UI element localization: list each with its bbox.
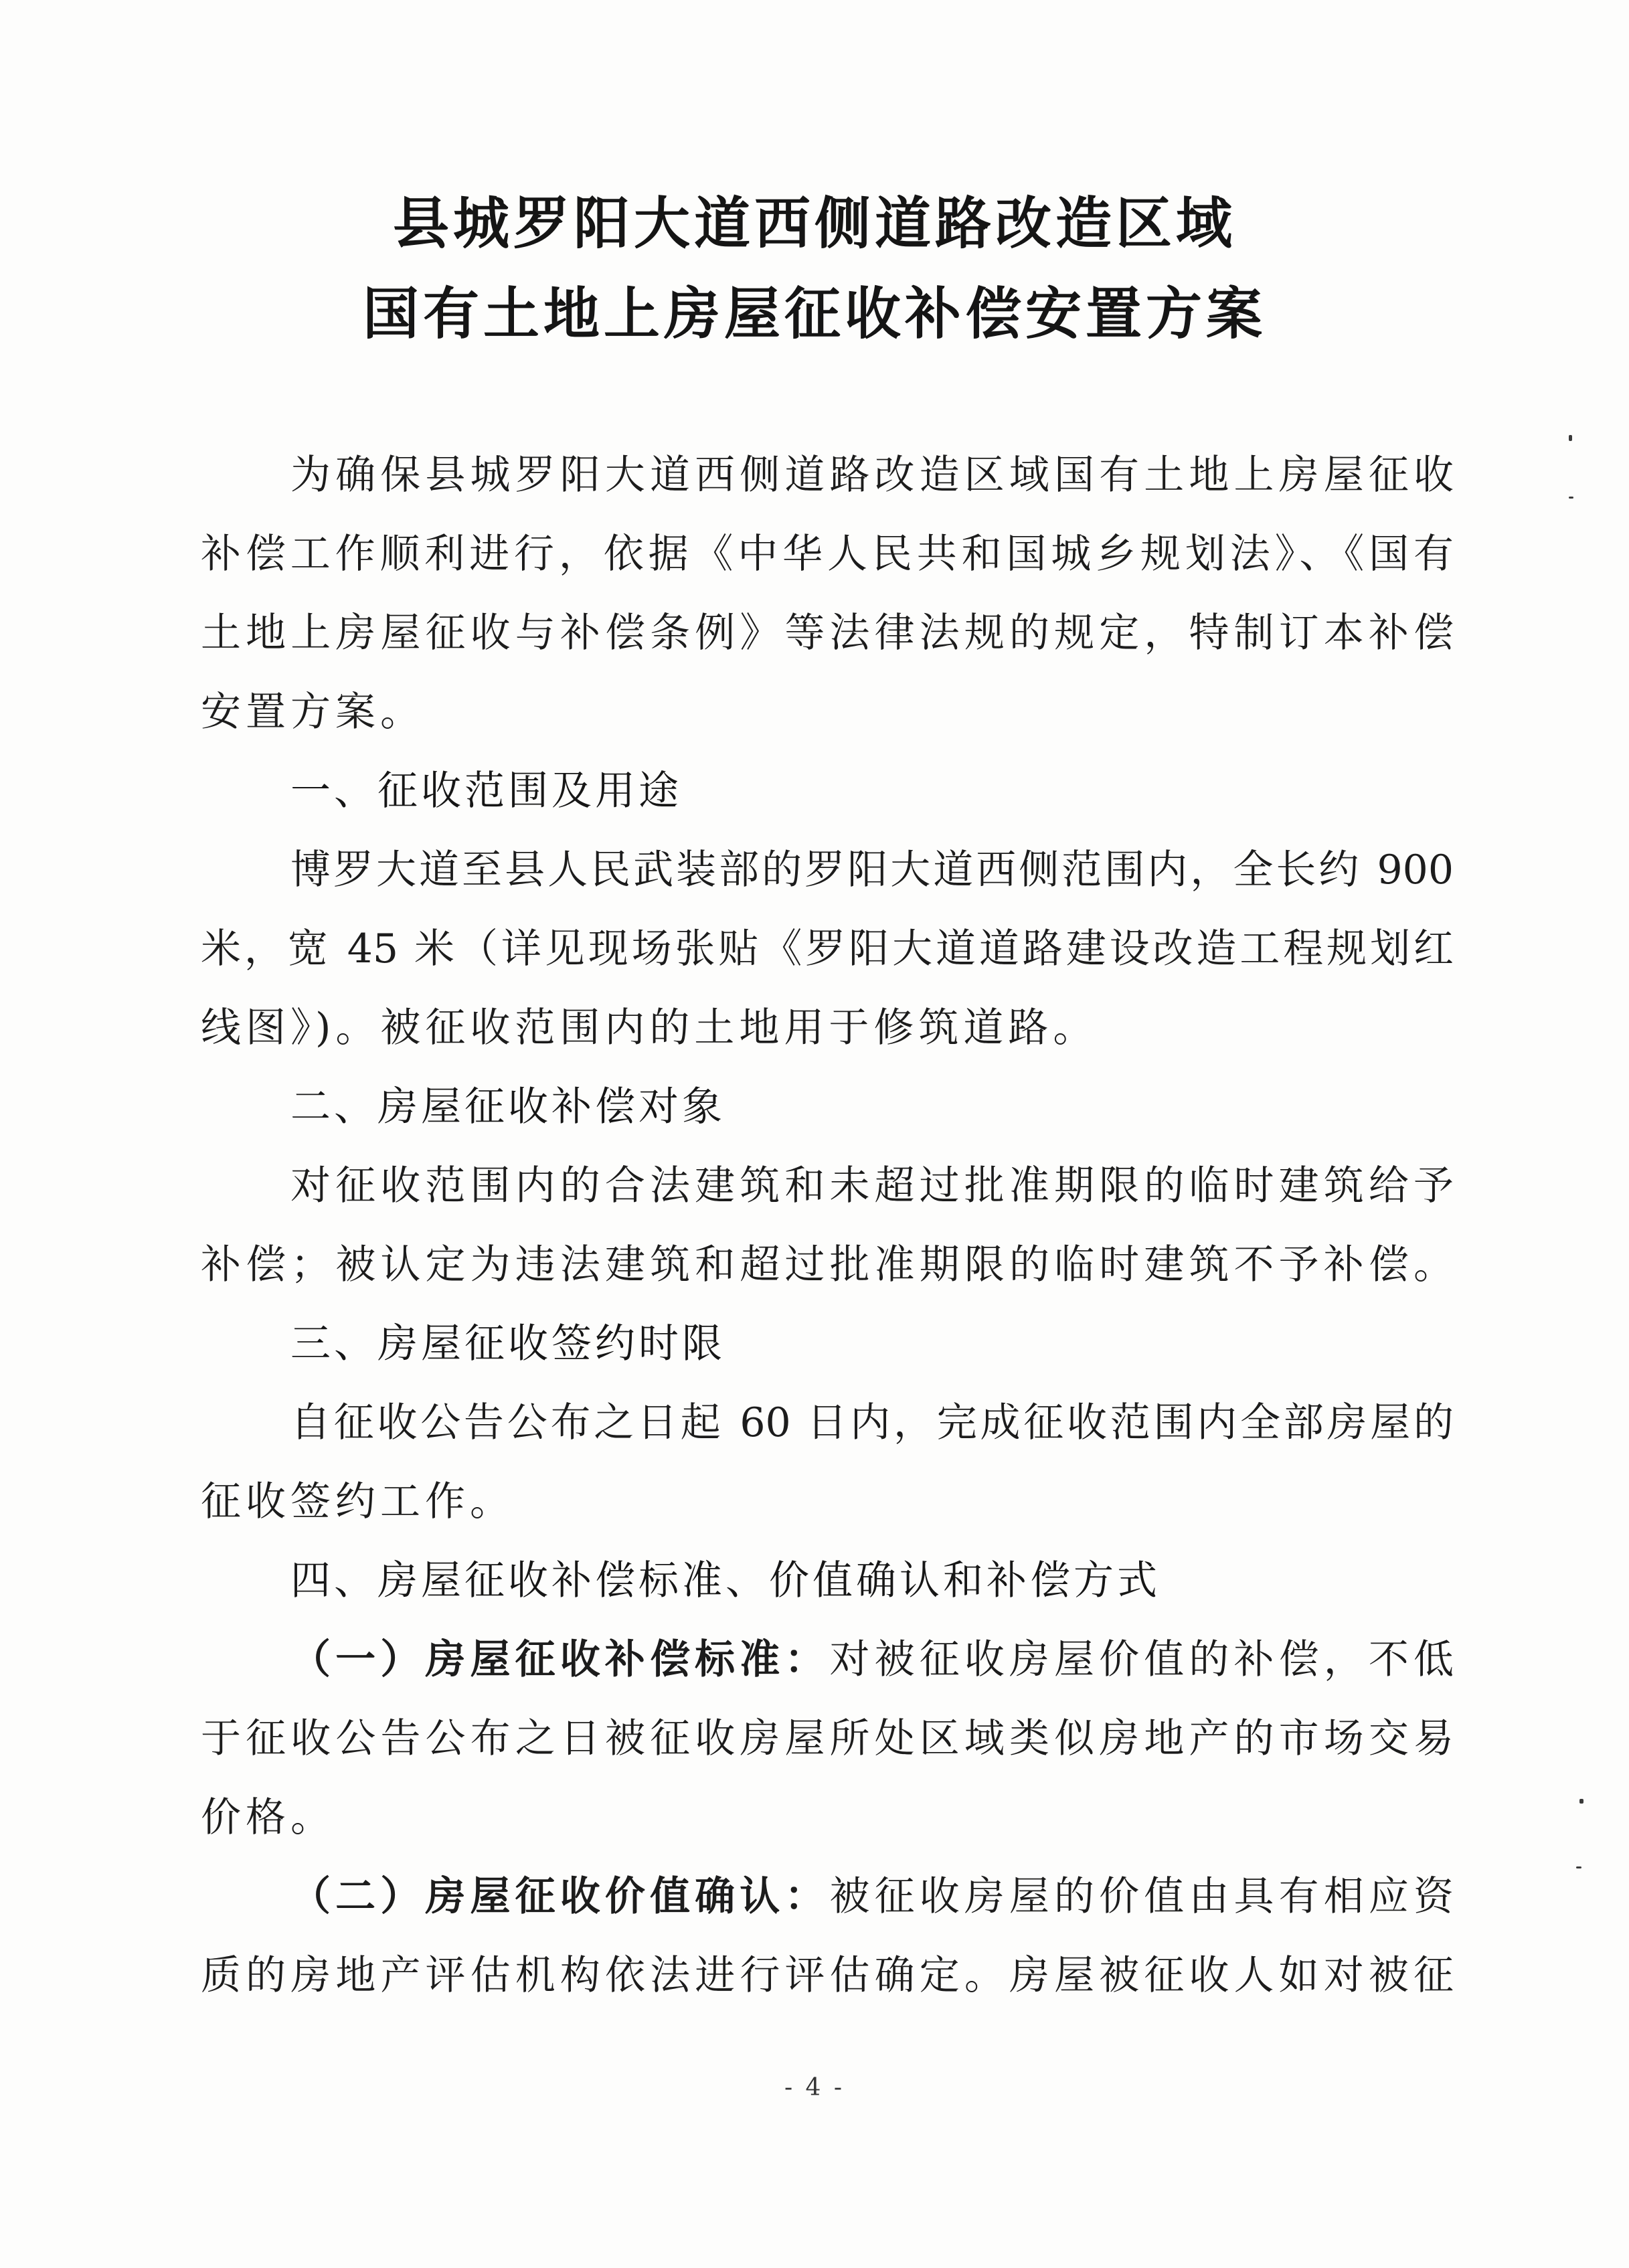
section-4-item-2-first-line xyxy=(201,1857,1454,1936)
document-body xyxy=(201,436,1454,2015)
section-4-item-2-line: 质的房地产评估机构依法进行评估确定。房屋被征收人如对被征 xyxy=(201,1952,1454,1999)
section-1-line: 博罗大道至县人民武装部的罗阳大道西侧范围内，全长约 900 xyxy=(290,847,1454,893)
section-heading-3: 三、房屋征收签约时限 xyxy=(290,1320,725,1367)
intro-line: 土地上房屋征收与补偿条例》等法律法规的规定，特制订本补偿 xyxy=(201,610,1454,657)
title-line-1: 县城罗阳大道西侧道路改造区域 xyxy=(392,190,1236,256)
intro-line: 安置方案。 xyxy=(201,689,425,735)
scan-speck xyxy=(1569,497,1573,499)
section-1-line: 米，宽 45 米（详见现场张贴《罗阳大道道路建设改造工程规划红 xyxy=(201,926,1454,972)
section-3-line: 自征收公告公布之日起 60 日内，完成征收范围内全部房屋的 xyxy=(290,1399,1454,1446)
section-4-item-1-line: 价格。 xyxy=(201,1794,335,1841)
section-2-line: 补偿；被认定为违法建筑和超过批准期限的临时建筑不予补偿。 xyxy=(201,1241,1454,1288)
page-number: - 4 - xyxy=(784,2074,845,2101)
title-line-2: 国有土地上房屋征收补偿安置方案 xyxy=(362,280,1266,347)
item-text: 对被征收房屋价值的补偿，不低 xyxy=(829,1636,1454,1683)
intro-line: 补偿工作顺利进行，依据《中华人民共和国城乡规划法》、《国有 xyxy=(201,531,1454,578)
section-2-line: 对征收范围内的合法建筑和未超过批准期限的临时建筑给予 xyxy=(290,1162,1454,1209)
item-label: （二）房屋征收价值确认： xyxy=(290,1873,830,1920)
section-heading-1: 一、征收范围及用途 xyxy=(290,768,682,814)
section-heading-2: 二、房屋征收补偿对象 xyxy=(290,1083,725,1130)
item-text: 被征收房屋的价值由具有相应资 xyxy=(829,1873,1454,1920)
section-4-item-1-first-line xyxy=(201,1620,1454,1699)
scan-speck xyxy=(1569,435,1572,441)
section-heading-4: 四、房屋征收补偿标准、价值确认和补偿方式 xyxy=(290,1557,1161,1604)
intro-line: 为确保县城罗阳大道西侧道路改造区域国有土地上房屋征收 xyxy=(290,452,1454,499)
document-title xyxy=(0,178,1629,359)
section-4-item-1-line: 于征收公告公布之日被征收房屋所处区域类似房地产的市场交易 xyxy=(201,1715,1454,1762)
section-3-line: 征收签约工作。 xyxy=(201,1478,515,1525)
item-label: （一）房屋征收补偿标准： xyxy=(290,1636,830,1683)
scan-speck xyxy=(1579,1799,1583,1804)
scan-speck xyxy=(1576,1866,1581,1868)
section-1-line: 线图》)。被征收范围内的土地用于修筑道路。 xyxy=(201,1005,1098,1051)
